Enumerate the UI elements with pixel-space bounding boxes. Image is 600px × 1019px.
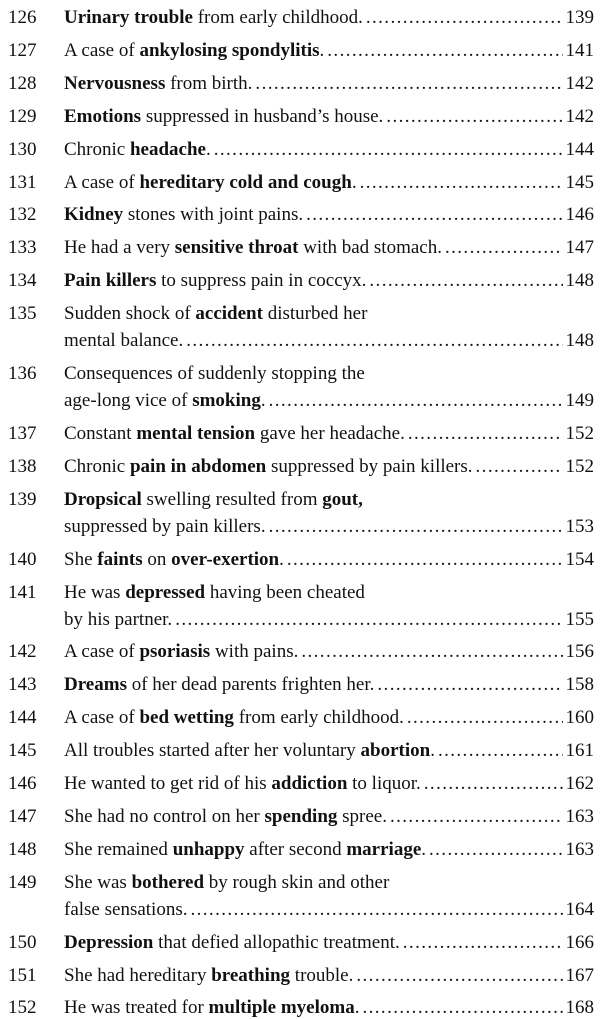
entry-title-line (64, 871, 594, 894)
entry-title (64, 6, 363, 29)
entry-title-line (64, 6, 594, 29)
title-text: A case of (64, 641, 140, 663)
entry-title (64, 302, 367, 325)
dot-leader (386, 105, 562, 128)
entry-title (64, 805, 387, 828)
title-text: A case of (64, 707, 140, 729)
keyword: Nervousness (64, 72, 166, 94)
dot-leader (360, 171, 563, 194)
keyword: pain in abdomen (129, 455, 267, 477)
page-number: 163 (565, 838, 594, 860)
dot-leader (377, 673, 562, 696)
keyword: abortion (360, 740, 431, 762)
dot-leader (301, 640, 562, 663)
title-text: Consequences of suddenly stopping the (64, 363, 365, 384)
title-text: to suppress pain in coccyx. (156, 270, 367, 292)
entry-title (64, 964, 353, 987)
title-text: spree. (337, 805, 387, 827)
entry-title (64, 171, 357, 194)
title-text: She had hereditary (64, 964, 212, 986)
entry-number: 130 (8, 138, 37, 160)
entry-title-line (64, 838, 594, 861)
entry-title-line (64, 996, 594, 1019)
entry-title (64, 269, 366, 292)
title-text: false sensations. (64, 898, 188, 920)
keyword: depressed (125, 581, 206, 603)
title-text: disturbed her (262, 303, 368, 325)
title-text: He was treated for (64, 997, 209, 1019)
keyword: faints (97, 548, 143, 570)
dot-leader (356, 964, 562, 987)
page-number: 154 (565, 548, 594, 570)
entry-title-line (64, 640, 594, 663)
title-text: He wanted to get rid of his (64, 773, 272, 794)
keyword: Kidney (64, 204, 124, 226)
dot-leader (214, 138, 563, 161)
entry-title (64, 236, 442, 259)
title-text: . (421, 838, 426, 860)
dot-leader (287, 548, 563, 571)
page-number: 167 (565, 964, 594, 986)
keyword: Pain killers (64, 270, 157, 292)
entry-title (64, 39, 324, 62)
title-text: . (205, 138, 211, 160)
title-text: having been cheated (205, 581, 365, 603)
entry-title-line (64, 422, 594, 445)
entry-title-line (64, 269, 594, 292)
entry-title (64, 105, 383, 128)
keyword: mental tension (136, 422, 256, 444)
entry-title-line (64, 171, 594, 194)
entry-number: 137 (8, 422, 37, 444)
dot-leader (269, 515, 563, 538)
entry-title-line (64, 581, 594, 604)
keyword: bed wetting (139, 707, 234, 729)
title-text: . (430, 740, 435, 762)
keyword: psoriasis (139, 641, 211, 663)
dot-leader (429, 838, 563, 861)
entry-title (64, 389, 266, 412)
page-number: 158 (565, 674, 594, 696)
keyword: bothered (131, 871, 205, 893)
title-text: He was (64, 581, 126, 603)
title-text: He had a very (64, 237, 175, 259)
entry-title (64, 871, 389, 894)
entry-number: 149 (8, 871, 37, 893)
keyword: Dreams (64, 674, 127, 696)
entry-title-line (64, 362, 594, 385)
title-text: She remained (64, 838, 173, 860)
entry-title-line (64, 706, 594, 729)
entry-number: 140 (8, 548, 37, 570)
entry-title (64, 838, 426, 861)
dot-leader (445, 236, 563, 259)
entry-title-line (64, 105, 594, 128)
keyword: sensitive throat (174, 237, 299, 259)
entry-title (64, 706, 404, 729)
keyword: accident (195, 303, 263, 325)
dot-leader (186, 329, 562, 352)
entry-number: 142 (8, 641, 37, 663)
keyword: Dropsical (64, 488, 142, 510)
page-number: 145 (565, 171, 594, 193)
entry-title-line (64, 455, 594, 478)
page-number: 148 (565, 270, 594, 292)
title-text: A case of (64, 39, 140, 61)
page-number: 142 (565, 105, 594, 127)
page-number: 164 (565, 898, 594, 920)
title-text: . (279, 548, 284, 570)
page-number: 144 (565, 138, 594, 160)
entry-title (64, 515, 266, 538)
title-text: with pains. (210, 641, 299, 663)
title-text: suppressed by pain killers. (266, 455, 473, 477)
keyword: spending (264, 805, 338, 827)
entry-title (64, 640, 298, 663)
keyword: unhappy (172, 838, 245, 860)
title-text: from early childhood. (192, 7, 363, 28)
title-text: gave her headache. (255, 422, 405, 444)
entry-title (64, 455, 473, 478)
dot-leader (476, 455, 563, 478)
entry-title-line (64, 964, 594, 987)
entry-number: 143 (8, 674, 37, 696)
entry-title-line (64, 203, 594, 226)
keyword: hereditary cold and cough (139, 171, 352, 193)
entry-title (64, 673, 374, 696)
title-text: with bad stomach. (298, 237, 442, 259)
page-number: 162 (565, 773, 594, 794)
entry-number: 146 (8, 773, 37, 794)
title-text: Constant (64, 422, 137, 444)
title-text: suppressed in husband’s house. (141, 105, 384, 127)
page-number: 163 (565, 805, 594, 827)
page-number: 148 (565, 330, 594, 352)
page-number: 161 (565, 740, 594, 762)
entry-title-line (64, 39, 594, 62)
dot-leader (408, 422, 563, 445)
page-number: 142 (565, 72, 594, 94)
dot-leader (424, 772, 563, 795)
title-text: She was (64, 871, 132, 893)
entry-title (64, 772, 421, 795)
title-text: on (142, 548, 172, 570)
entry-number: 135 (8, 303, 37, 325)
title-text: from birth. (165, 72, 253, 94)
page-number: 152 (565, 422, 594, 444)
title-text: All troubles started after her voluntary (64, 740, 361, 762)
dot-leader (390, 805, 563, 828)
title-text: Chronic (64, 455, 130, 477)
title-text: trouble. (290, 964, 354, 986)
entry-number: 145 (8, 740, 37, 762)
entry-number: 127 (8, 39, 37, 61)
entry-title (64, 488, 363, 511)
entry-number: 131 (8, 171, 37, 193)
title-text: . (354, 997, 360, 1019)
title-text: age-long vice of (64, 390, 193, 411)
keyword: addiction (271, 773, 348, 794)
page-number: 149 (565, 390, 594, 411)
keyword: Depression (64, 931, 154, 953)
entry-title (64, 329, 183, 352)
title-text: of her dead parents frighten her. (126, 674, 375, 696)
page-number: 160 (565, 707, 594, 729)
title-text: She (64, 548, 98, 570)
dot-leader (190, 898, 562, 921)
entry-number: 136 (8, 363, 37, 384)
title-text: Sudden shock of (64, 303, 196, 325)
dot-leader (175, 608, 562, 631)
entry-number: 139 (8, 488, 37, 510)
title-text: after second (244, 838, 347, 860)
entry-number: 129 (8, 105, 37, 127)
dot-leader (306, 203, 562, 226)
title-text: suppressed by pain killers. (64, 515, 266, 537)
entry-number: 151 (8, 964, 37, 986)
entry-title (64, 931, 400, 954)
title-text: swelling resulted from (141, 488, 323, 510)
title-text: . (351, 171, 357, 193)
entry-number: 141 (8, 581, 37, 603)
dot-leader (366, 6, 563, 29)
entry-number: 152 (8, 997, 37, 1019)
entry-title (64, 138, 211, 161)
dot-leader (255, 72, 562, 95)
entry-title (64, 548, 284, 571)
entry-title (64, 72, 252, 95)
entry-title-line (64, 898, 594, 921)
keyword: over-exertion (171, 548, 280, 570)
entry-number: 128 (8, 72, 37, 94)
keyword: Urinary trouble (64, 7, 193, 28)
title-text: by rough skin and other (204, 871, 390, 893)
entry-title (64, 898, 187, 921)
entry-number: 134 (8, 270, 37, 292)
keyword: gout, (322, 488, 363, 510)
entry-title-line (64, 389, 594, 412)
dot-leader (369, 269, 562, 292)
page-number: 168 (565, 997, 594, 1019)
keyword: smoking (192, 390, 261, 411)
page-number: 153 (565, 515, 594, 537)
title-text: stones with joint pains. (123, 204, 304, 226)
entry-number: 132 (8, 204, 37, 226)
dot-leader (327, 39, 562, 62)
keyword: marriage (346, 838, 422, 860)
entry-title (64, 203, 303, 226)
entry-number: 148 (8, 838, 37, 860)
dot-leader (362, 996, 562, 1019)
title-text: A case of (64, 171, 140, 193)
entry-title-line (64, 608, 594, 631)
entry-title (64, 608, 172, 631)
dot-leader (269, 389, 563, 412)
keyword: ankylosing spondylitis (139, 39, 320, 61)
keyword: breathing (211, 964, 291, 986)
keyword: headache (129, 138, 206, 160)
entry-title (64, 362, 365, 385)
page-number: 166 (565, 931, 594, 953)
entry-title (64, 996, 359, 1019)
entry-number: 133 (8, 237, 37, 259)
entry-title-line (64, 138, 594, 161)
entry-title-line (64, 548, 594, 571)
entry-number: 138 (8, 455, 37, 477)
entry-number: 126 (8, 7, 37, 28)
entry-title (64, 422, 405, 445)
entry-title-line (64, 739, 594, 762)
title-text: that defied allopathic treatment. (153, 931, 400, 953)
title-text: Chronic (64, 138, 130, 160)
dot-leader (407, 706, 563, 729)
title-text: from early childhood. (233, 707, 404, 729)
entry-title-line (64, 488, 594, 511)
entry-title-line (64, 931, 594, 954)
entry-title (64, 739, 435, 762)
title-text: to liquor. (347, 773, 421, 794)
title-text: mental balance. (64, 330, 184, 352)
entry-number: 150 (8, 931, 37, 953)
page-number: 155 (565, 608, 594, 630)
entry-title-line (64, 72, 594, 95)
title-text: She had no control on her (64, 805, 265, 827)
page-number: 139 (565, 7, 594, 28)
page-number: 146 (565, 204, 594, 226)
page-number: 147 (565, 237, 594, 259)
keyword: multiple myeloma (208, 997, 355, 1019)
entry-number: 147 (8, 805, 37, 827)
page-number: 141 (565, 39, 594, 61)
entry-title-line (64, 673, 594, 696)
title-text: by his partner. (64, 608, 173, 630)
title-text: . (319, 39, 325, 61)
entry-title-line (64, 329, 594, 352)
title-text: . (260, 390, 266, 411)
entry-title-line (64, 302, 594, 325)
keyword: Emotions (64, 105, 142, 127)
entry-title (64, 581, 365, 604)
entry-title-line (64, 515, 594, 538)
dot-leader (403, 931, 563, 954)
dot-leader (438, 739, 563, 762)
entry-title-line (64, 772, 594, 795)
entry-number: 144 (8, 707, 37, 729)
entry-title-line (64, 805, 594, 828)
page-number: 156 (565, 641, 594, 663)
entry-title-line (64, 236, 594, 259)
page-number: 152 (565, 455, 594, 477)
